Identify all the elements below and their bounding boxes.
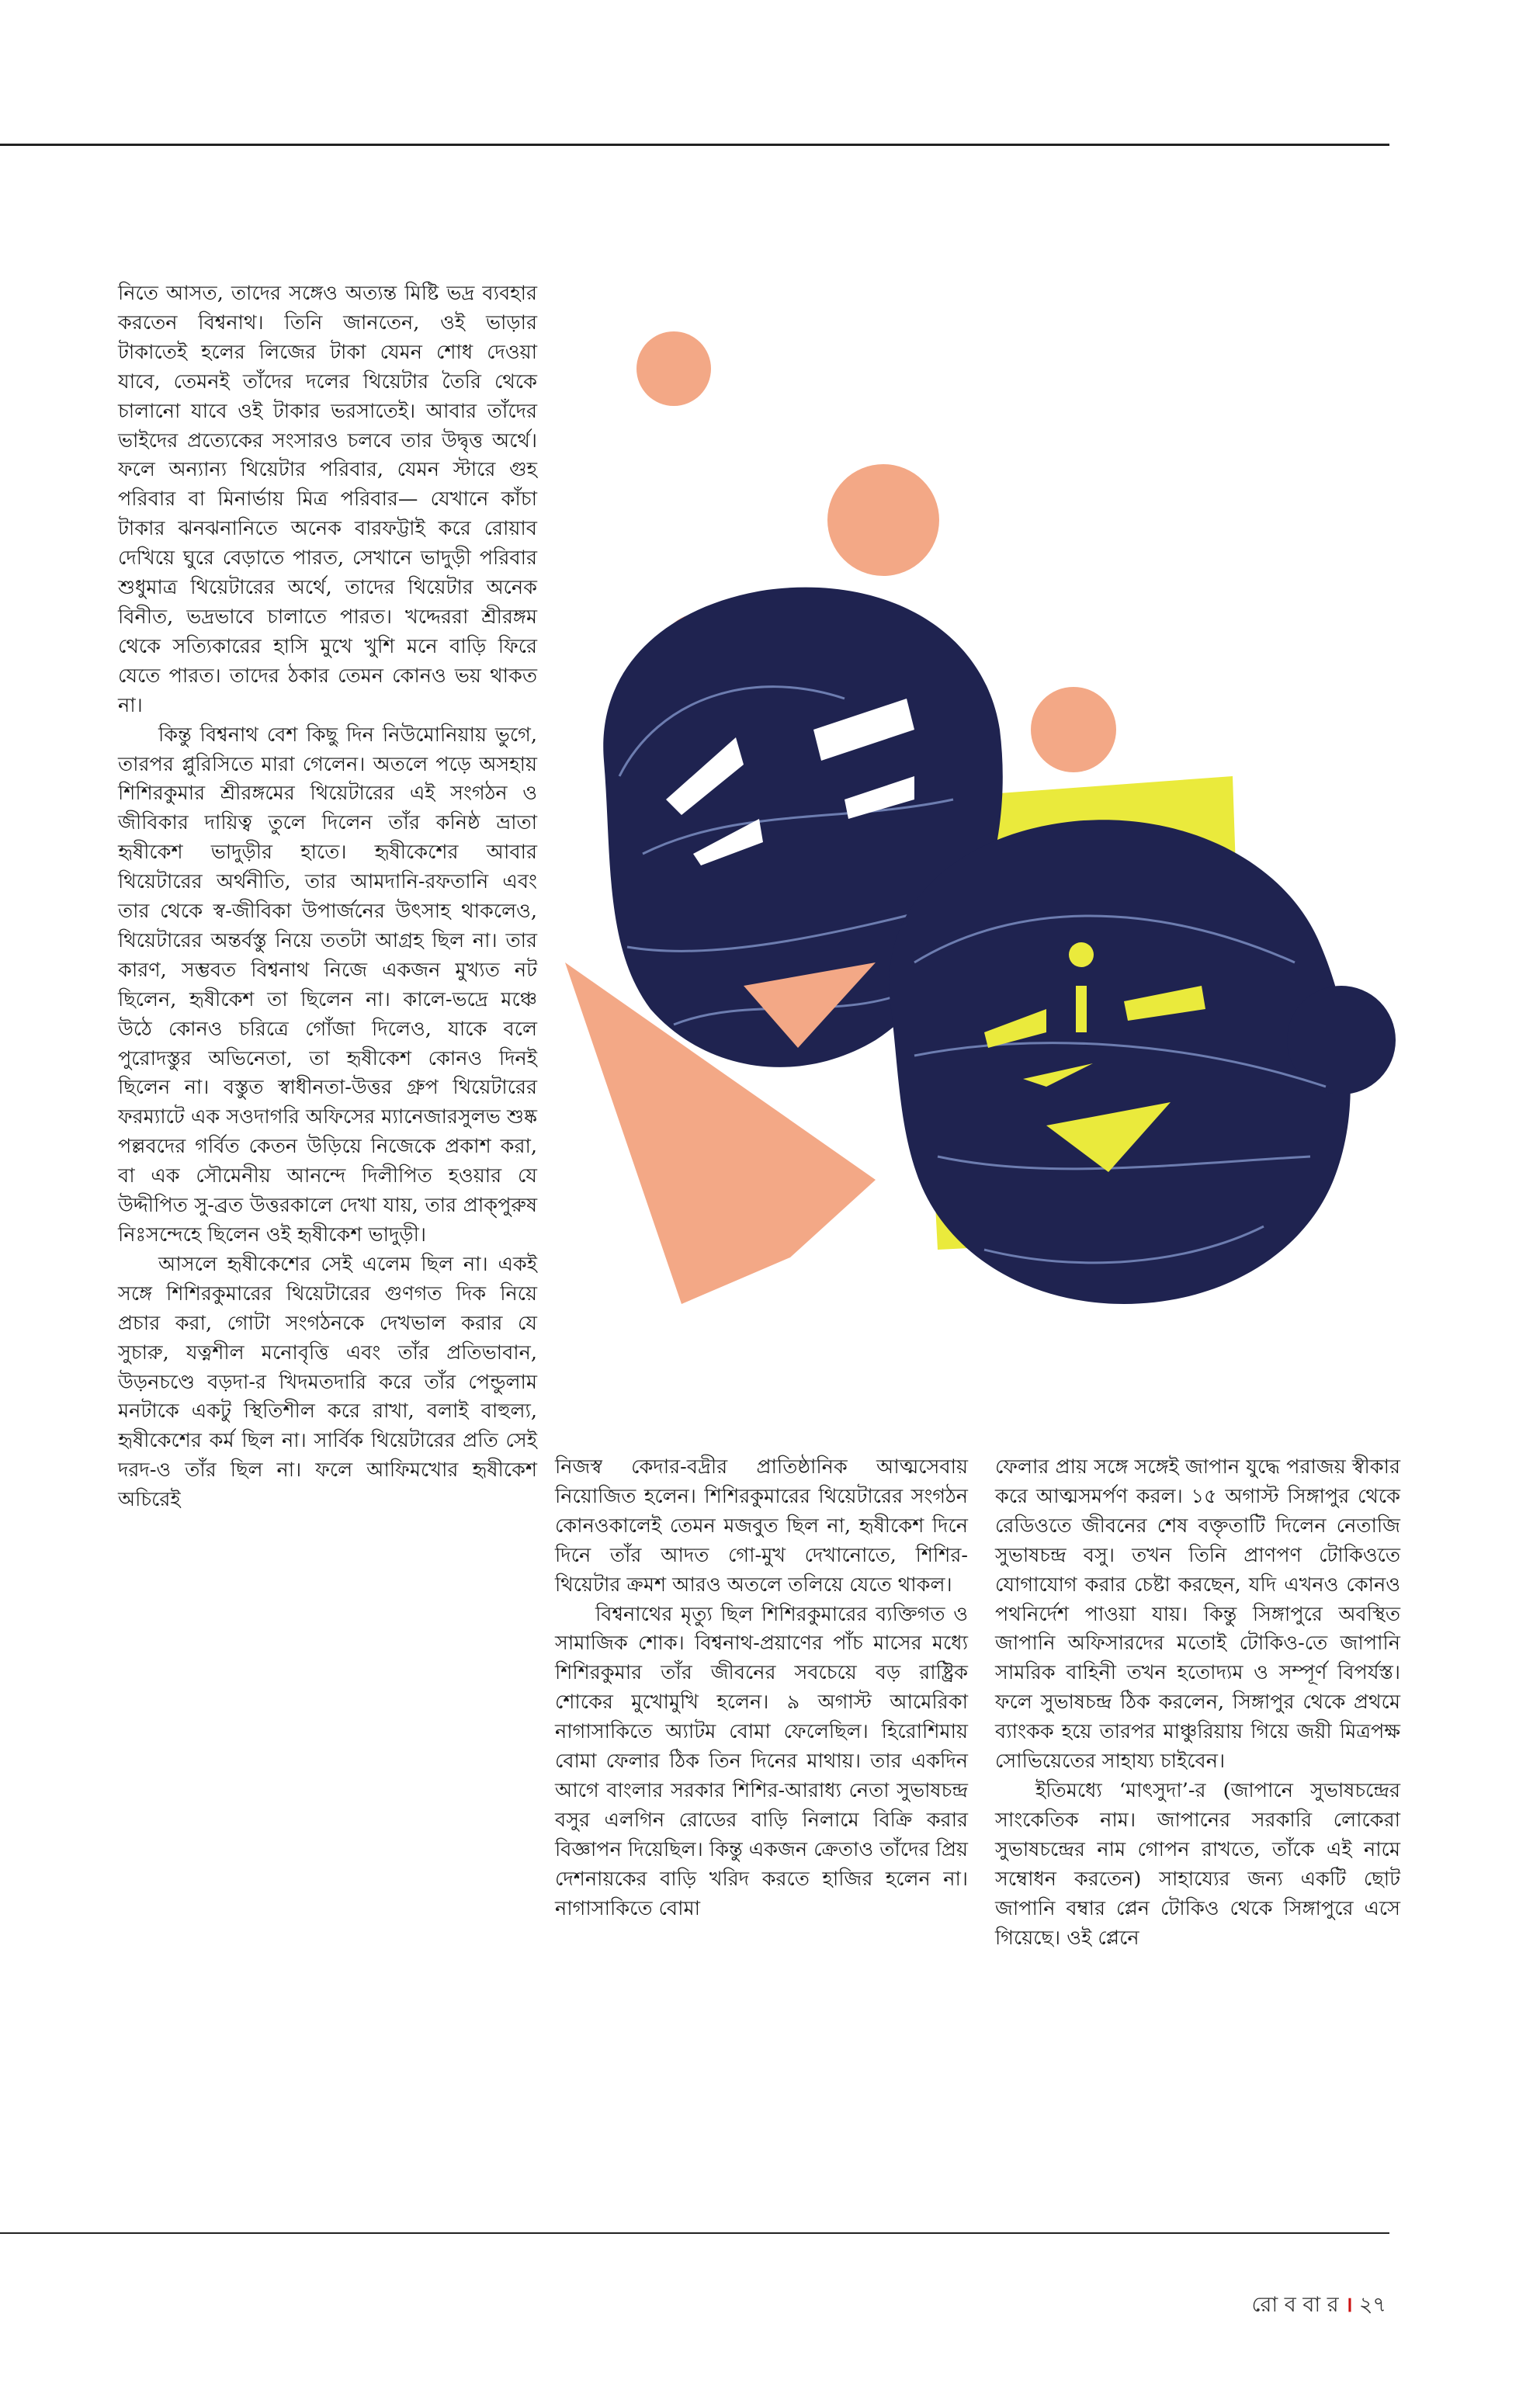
footer-separator: ।: [1344, 2293, 1353, 2317]
article-column-3: [995, 1453, 1400, 1953]
paragraph: আসলে হৃষীকেশের সেই এলেম ছিল না। একই সঙ্গে শিশিরকুমারের থিয়েটারের গুণগত দিক নিয়ে প্রচার করা, গোটা সংগঠনকে দেখভাল করার যে সুচারু, যত্নশীল মনোবৃত্তি এবং তাঁর প্রতিভাবান, উড়নচণ্ডে বড়দা-র খিদমতদারি করে তাঁর পেন্ডুলাম মনটাকে একটু স্থিতিশীল করে রাখা, বলাই বাহুল্য, হৃষীকেশের কর্ম ছিল না। সার্বিক থিয়েটারের প্রতি সেই দরদ-ও তাঁর ছিল না। ফলে আফিমখোর হৃষীকেশ অচিরেই: [118, 1252, 537, 1512]
bottom-rule: [0, 2232, 1389, 2234]
masks-illustration: [550, 264, 1458, 1401]
article-column-2: [555, 1453, 968, 1924]
paragraph: ইতিমধ্যে ‘মাৎসুদা’-র (জাপানে সুভাষচন্দ্রের সাংকেতিক নাম। জাপানের সরকারি লোকেরা সুভাষচন্দ্রের নাম গোপন রাখতে, তাঁকে এই নামে সম্বোধন করতেন) সাহায্যের জন্য একটি ছোট জাপানি বম্বার প্লেন টোকিও থেকে সিঙ্গাপুরে এসে গিয়েছে। ওই প্লেনে: [995, 1778, 1400, 1950]
magazine-name: রো ব বা র: [1251, 2293, 1339, 2317]
tragedy-mask: [889, 820, 1396, 1304]
page-footer: [1252, 2289, 1386, 2324]
paragraph: নিতে আসত, তাদের সঙ্গেও অত্যন্ত মিষ্টি ভদ্র ব্যবহার করতেন বিশ্বনাথ। তিনি জানতেন, ওই ভাড়ার টাকাতেই হলের লিজের টাকা যেমন শোধ দেওয়া যাবে, তেমনই তাঁদের দলের থিয়েটার তৈরি থেকে চালানো যাবে ওই টাকার ভরসাতেই। আবার তাঁদের ভাইদের প্রত্যেকের সংসারও চলবে তার উদ্বৃত্ত অর্থে। ফলে অন্যান্য থিয়েটার পরিবার, যেমন স্টারে গুহ পরিবার বা মিনার্ভায় মিত্র পরিবার— যেখানে কাঁচা টাকার ঝনঝনানিতে অনেক বারফট্টাই করে রোয়াব দেখিয়ে ঘুরে বেড়াতে পারত, সেখানে ভাদুড়ী পরিবার শুধুমাত্র থিয়েটারের অর্থে, তাদের থিয়েটার অনেক বিনীত, ভদ্রভাবে চালাতে পারত। খদ্দেররা শ্রীরঙ্গম থেকে সত্যিকারের হাসি মুখে খুশি মনে বাড়ি ফিরে যেতে পারত। তাদের ঠকার তেমন কোনও ভয় থাকত না।: [118, 282, 537, 717]
peach-circle: [1031, 687, 1116, 772]
paragraph: বিশ্বনাথের মৃত্যু ছিল শিশিরকুমারের ব্যক্তিগত ও সামাজিক শোক। বিশ্বনাথ-প্রয়াণের পাঁচ মাসের মধ্যে শিশিরকুমার তাঁর জীবনের সবচেয়ে বড় রাষ্ট্রিক শোকের মুখোমুখি হলেন। ৯ অগাস্ট আমেরিকা নাগাসাকিতে অ্যাটম বোমা ফেলেছিল। হিরোশিমায় বোমা ফেলার ঠিক তিন দিনের মাথায়। তার একদিন আগে বাংলার সরকার শিশির-আরাধ্য নেতা সুভাষচন্দ্র বসুর এলগিন রোডের বাড়ি নিলামে বিক্রি করার বিজ্ঞাপন দিয়েছিল। কিন্তু একজন ক্রেতাও তাঁদের প্রিয় দেশনায়কের বাড়ি খরিদ করতে হাজির হলেন না। নাগাসাকিতে বোমা: [555, 1602, 968, 1920]
peach-circle: [636, 331, 711, 406]
page-number: ২৭: [1358, 2293, 1386, 2317]
top-rule: [0, 144, 1389, 146]
article-column-1: [118, 279, 537, 1515]
paragraph: নিজস্ব কেদার-বদ্রীর প্রাতিষ্ঠানিক আত্মসেবায় নিয়োজিত হলেন। শিশিরকুমারের থিয়েটারের সংগঠন কোনওকালেই তেমন মজবুত ছিল না, হৃষীকেশ দিনে দিনে তাঁর আদত গো-মুখ দেখানোতে, শিশির-থিয়েটার ক্রমশ আরও অতলে তলিয়ে যেতে থাকল।: [555, 1455, 968, 1597]
peach-circle: [827, 464, 939, 576]
paragraph: ফেলার প্রায় সঙ্গে সঙ্গেই জাপান যুদ্ধে পরাজয় স্বীকার করে আত্মসমর্পণ করল। ১৫ অগাস্ট সিঙ্গাপুর থেকে রেডিওতে জীবনের শেষ বক্তৃতাটি দিলেন নেতাজি সুভাষচন্দ্র বসু। তখন তিনি প্রাণপণ টোকিওতে যোগাযোগ করার চেষ্টা করছেন, যদি এখনও কোনও পথনির্দেশ পাওয়া যায়। কিন্তু সিঙ্গাপুরে অবস্থিত জাপানি অফিসারদের মতোই টোকিও-তে জাপানি সামরিক বাহিনী তখন হতোদ্যম ও সম্পূর্ণ বিপর্যস্ত। ফলে সুভাষচন্দ্র ঠিক করলেন, সিঙ্গাপুর থেকে প্রথমে ব্যাংকক হয়ে তারপর মাঞ্চুরিয়ায় গিয়ে জয়ী মিত্রপক্ষ সোভিয়েতের সাহায্য চাইবেন।: [995, 1455, 1400, 1774]
paragraph: কিন্তু বিশ্বনাথ বেশ কিছু দিন নিউমোনিয়ায় ভুগে, তারপর প্লুরিসিতে মারা গেলেন। অতলে পড়ে অসহায় শিশিরকুমার শ্রীরঙ্গমের থিয়েটারের এই সংগঠন ও জীবিকার দায়িত্ব তুলে দিলেন তাঁর কনিষ্ঠ ভ্রাতা হৃষীকেশ ভাদুড়ীর হাতে। হৃষীকেশের আবার থিয়েটারের অর্থনীতি, তার আমদানি-রফতানি এবং তার থেকে স্ব-জীবিকা উপার্জনের উৎসাহ থাকলেও, থিয়েটারের অন্তর্বস্তু নিয়ে ততটা আগ্রহ ছিল না। তার কারণ, সম্ভবত বিশ্বনাথ নিজে একজন মুখ্যত নট ছিলেন, হৃষীকেশ তা ছিলেন না। কালে-ভদ্রে মঞ্চে উঠে কোনও চরিত্রে গোঁজা দিলেও, যাকে বলে পুরোদস্তুর অভিনেতা, তা হৃষীকেশ কোনও দিনই ছিলেন না। বস্তুত স্বাধীনতা-উত্তর গ্রুপ থিয়েটারের ফরম্যাটে এক সওদাগরি অফিসের ম্যানেজারসুলভ শুষ্ক পল্লবদের গর্বিত কেতন উড়িয়ে নিজেকে প্রকাশ করা, বা এক সৌমেনীয় আনন্দে দিলীপিত হওয়ার যে উদ্দীপিত সু-ব্রত উত্তরকালে দেখা যায়, তার প্রাক্‌পুরুষ নিঃসন্দেহে ছিলেন ওই হৃষীকেশ ভাদুড়ী।: [118, 723, 537, 1247]
